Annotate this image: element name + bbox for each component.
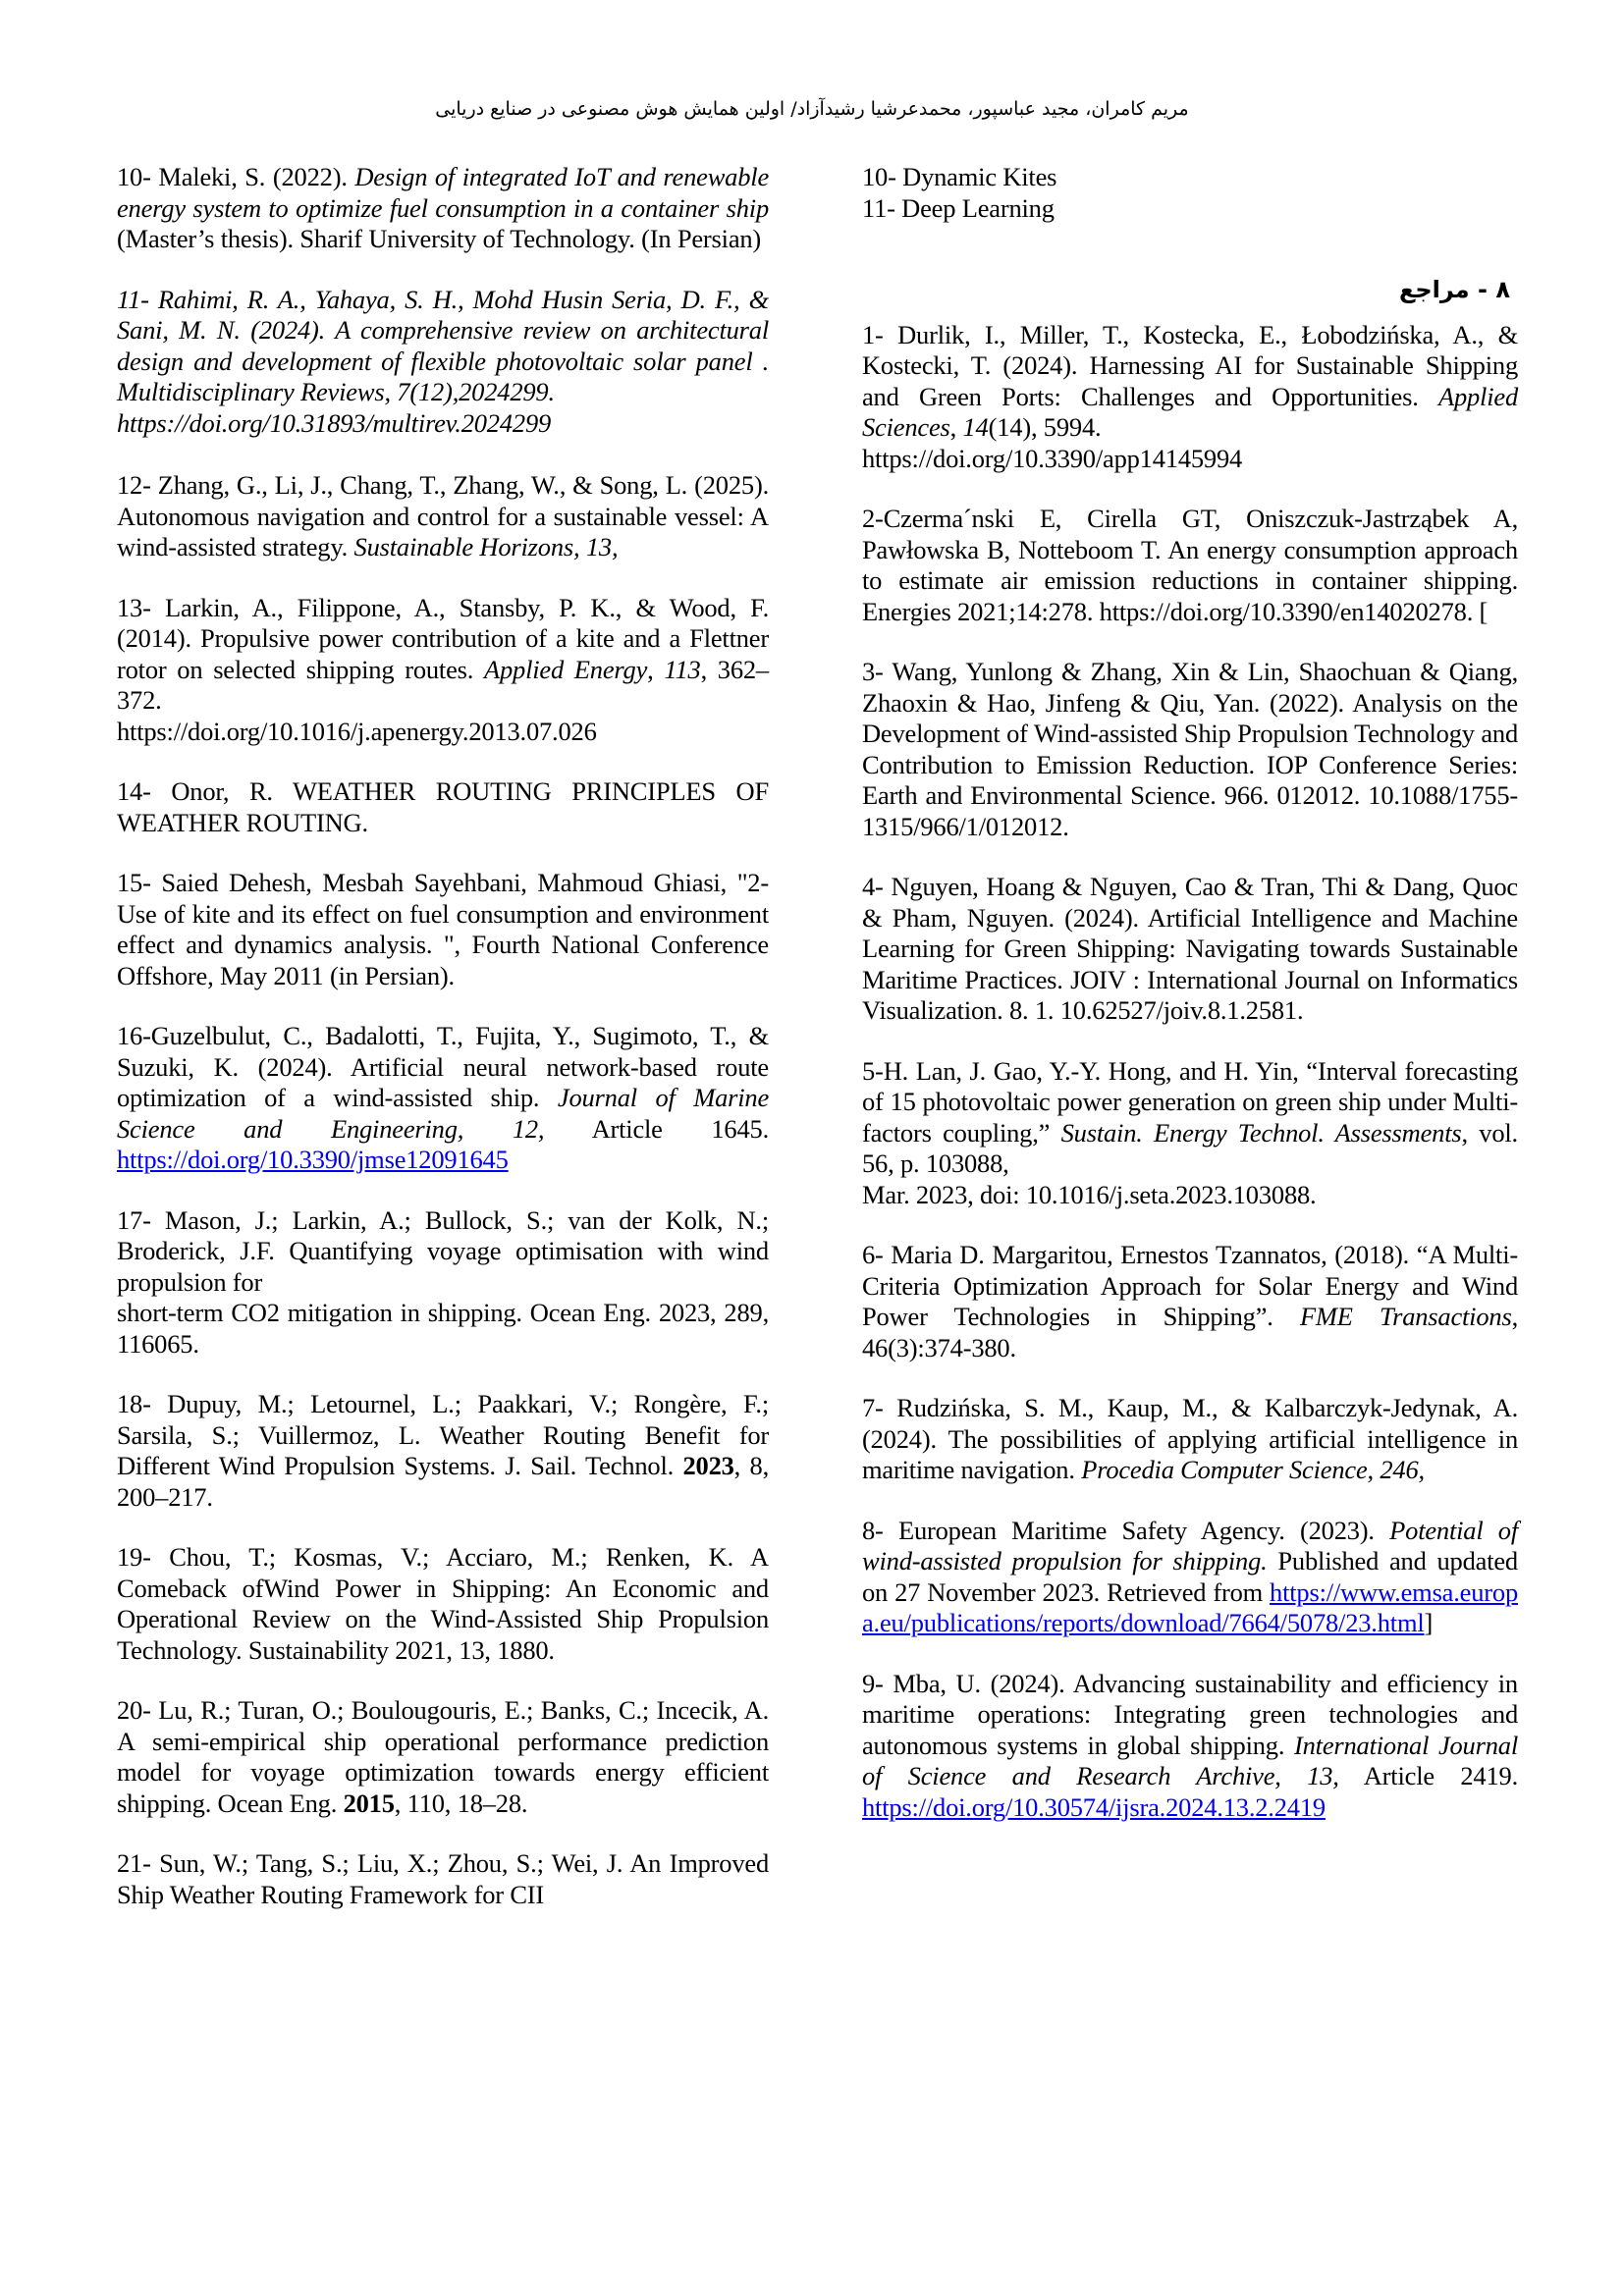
ref-text: Czerma´nski E, Cirella GT, Oniszczuk-Jastrząbek A, Pawłowska B, Notteboom T. An energy consumption approach to estimate air emission reductions in container shipping. Energies 2021;14:278. https://doi.org/10.3390/en14020278. [ bbox=[862, 504, 1518, 626]
reference-item bbox=[117, 1021, 769, 1176]
reference-item bbox=[862, 1669, 1518, 1824]
ref-journal: Sustain. Energy Technol. Assessments bbox=[1060, 1117, 1462, 1148]
ref-text: Zhang, G., Li, J., Chang, T., Zhang, W., & Song, L. (2025). Autonomous navigation and control for a sustainable vessel: A wind-assisted strategy. bbox=[117, 470, 769, 561]
ref-text-continued: short-term CO2 mitigation in shipping. Ocean Eng. 2023, 289, 116065. bbox=[117, 1298, 769, 1359]
ref-url-link[interactable]: https://www.emsa.europa.eu/publications/reports/download/7664/5078/23.html bbox=[862, 1576, 1518, 1637]
ref-rest: , 46(3):374-380. bbox=[862, 1302, 1518, 1362]
reference-item bbox=[862, 657, 1518, 842]
ref-journal: Applied Energy bbox=[483, 654, 648, 684]
ref-text: Sun, W.; Tang, S.; Liu, X.; Zhou, S.; Wei, J. An Improved Ship Weather Routing Framework for CII bbox=[117, 1848, 769, 1909]
ref-text: Wang, Yunlong & Zhang, Xin & Lin, Shaochuan & Qiang, Zhaoxin & Hao, Jinfeng & Qiu, Yan. (2022). Analysis on the Development of Wind-assisted Ship Propulsion Technology and Contribution to Emission Reduction. IOP Conference Series: Earth and Environmental Science. 966. 012012. 10.1088/1755-1315/966/1/012012. bbox=[862, 657, 1518, 841]
ref-title: Potential of wind-assisted propulsion for shipping. bbox=[862, 1515, 1518, 1575]
keywords-list bbox=[862, 162, 1518, 224]
ref-rest: Article 2419. bbox=[1338, 1761, 1519, 1790]
ref-number: 7- bbox=[862, 1393, 884, 1422]
ref-doi-link[interactable]: https://doi.org/10.30574/ijsra.2024.13.2.2419 bbox=[862, 1791, 1326, 1822]
ref-tail: ] bbox=[1424, 1608, 1434, 1637]
ref-issue-pages: (14), 5994. bbox=[988, 412, 1102, 442]
reference-item bbox=[862, 1393, 1518, 1486]
reference-item: 13- Larkin, A., Filippone, A., Stansby, P. K., & Wood, F. (2014). Propulsive power contribution of a kite and a Flettner rotor on selected shipping routes. Applied Energy, 113, 362–372. https://doi.org/10.1016/j.apenergy.2013.07.026 bbox=[117, 592, 769, 746]
ref-number: 15- bbox=[117, 868, 151, 897]
keyword-item: 10- Dynamic Kites bbox=[862, 162, 1057, 191]
ref-number: 6- bbox=[862, 1240, 884, 1269]
reference-item bbox=[117, 162, 769, 255]
ref-journal: Procedia Computer Science, 246, bbox=[1081, 1455, 1425, 1484]
reference-item bbox=[862, 872, 1518, 1027]
running-header: مریم کامران، مجید عباسپور، محمدعرشیا رشیدآزاد/ اولین همایش هوش مصنوعی در صنایع دریایی bbox=[435, 98, 1189, 120]
reference-item bbox=[117, 1848, 769, 1910]
ref-journal: International Journal of Science and Research Archive, 13, bbox=[862, 1730, 1518, 1790]
ref-number: 18- bbox=[117, 1389, 151, 1418]
ref-journal: Journal of Marine Science and Engineering, 12, bbox=[117, 1083, 770, 1144]
ref-number: 13- bbox=[117, 592, 151, 622]
left-column bbox=[117, 162, 769, 1940]
reference-item bbox=[862, 1516, 1518, 1639]
ref-volume: 14 bbox=[962, 412, 989, 442]
ref-pages: 362–372. bbox=[117, 654, 769, 715]
ref-title: Design of integrated IoT and renewable energy system to optimize fuel consumption in a container ship bbox=[117, 162, 770, 223]
ref-number: 5- bbox=[862, 1055, 884, 1086]
ref-number: 4- bbox=[862, 872, 884, 901]
ref-text: Lu, R.; Turan, O.; Boulougouris, E.; Banks, C.; Incecik, A. A semi-empirical ship operational performance prediction model for voyage optimization towards energy efficient shipping. Ocean Eng. bbox=[117, 1695, 769, 1818]
reference-item bbox=[117, 1695, 769, 1819]
reference-item bbox=[862, 504, 1518, 627]
ref-text: Rahimi, R. A., Yahaya, S. H., Mohd Husin Seria, D. F., & Sani, M. N. (2024). A comprehensive review on architectural design and development of flexible photovoltaic solar panel . Multidisciplinary Reviews, 7(12),2024299. bbox=[117, 284, 769, 406]
ref-text: Larkin, A., Filippone, A., Stansby, P. K., & Wood, F. (2014). Propulsive power contribution of a kite and a Flettner rotor on selected shipping routes. bbox=[117, 592, 769, 684]
ref-doi-link[interactable]: https://doi.org/10.3390/jmse12091645 bbox=[117, 1145, 509, 1174]
ref-number: 9- bbox=[862, 1668, 884, 1698]
ref-number: 2- bbox=[862, 504, 884, 533]
ref-number: 20- bbox=[117, 1695, 151, 1725]
ref-number: 3- bbox=[862, 657, 884, 686]
ref-rest: , 110, 18–28. bbox=[394, 1788, 528, 1818]
reference-item bbox=[117, 1389, 769, 1513]
ref-text: Rudzińska, S. M., Kaup, M., & Kalbarczyk-Jedynak, A. (2024). The possibilities of applying artificial intelligence in maritime navigation. bbox=[862, 1393, 1518, 1484]
ref-number: 10- bbox=[117, 162, 151, 191]
ref-number: 19- bbox=[117, 1542, 151, 1572]
ref-year: 2015 bbox=[343, 1788, 395, 1818]
ref-number: 17- bbox=[117, 1204, 151, 1235]
ref-text: Maria D. Margaritou, Ernestos Tzannatos, (2018). “A Multi-Criteria Optimization Approach for Solar Energy and Wind Power Technologies in Shipping”. bbox=[862, 1240, 1518, 1331]
ref-journal: Sustainable Horizons, 13, bbox=[353, 532, 619, 561]
ref-doi: https://doi.org/10.31893/multirev.2024299 bbox=[117, 407, 552, 438]
ref-text: Chou, T.; Kosmas, V.; Acciaro, M.; Renken, K. A Comeback ofWind Power in Shipping: An Economic and Operational Review on the Wind-Assisted Ship Propulsion Technology. Sustainability 2021, 13, 1880. bbox=[117, 1542, 769, 1665]
ref-rest-continued: Mar. 2023, doi: 10.1016/j.seta.2023.103088. bbox=[862, 1179, 1317, 1209]
ref-text: European Maritime Safety Agency. (2023). bbox=[883, 1515, 1390, 1545]
ref-author: Maleki, S. (2022). bbox=[150, 162, 355, 191]
ref-text: Nguyen, Hoang & Nguyen, Cao & Tran, Thi & Dang, Quoc & Pham, Nguyen. (2024). Artificial Intelligence and Machine Learning for Green Shipping: Navigating towards Sustainable Maritime Practices. JOIV : International Journal on Informatics Visualization. 8. 1. 10.62527/joiv.8.1.2581. bbox=[862, 872, 1518, 1025]
ref-volume: 113 bbox=[664, 654, 701, 684]
reference-item bbox=[117, 285, 769, 440]
ref-text: Mba, U. (2024). Advancing sustainability and efficiency in maritime operations: Integrating green technologies and autonomous systems in global shipping. bbox=[862, 1668, 1518, 1760]
right-column bbox=[862, 162, 1518, 1852]
ref-rest: (Master’s thesis). Sharif University of Technology. (In Persian) bbox=[117, 224, 762, 253]
ref-rest: , 8, 200–217. bbox=[117, 1451, 769, 1512]
ref-number: 11- bbox=[117, 284, 149, 314]
ref-year: 2023 bbox=[682, 1451, 734, 1480]
ref-doi: https://doi.org/10.1016/j.apenergy.2013.07.026 bbox=[117, 716, 597, 746]
reference-item bbox=[862, 1056, 1518, 1211]
ref-number: 16- bbox=[117, 1021, 151, 1050]
ref-journal: Applied Sciences bbox=[862, 381, 1518, 442]
ref-rest: Article 1645. bbox=[544, 1113, 770, 1144]
reference-item bbox=[117, 470, 769, 563]
ref-text: Durlik, I., Miller, T., Kostecka, E., Łobodzińska, A., & Kostecki, T. (2024). Harnessing AI for Sustainable Shipping and Green Ports: Challenges and Opportunities. bbox=[862, 319, 1518, 411]
ref-text: Guzelbulut, C., Badalotti, T., Fujita, Y., Sugimoto, T., & Suzuki, K. (2024). Artificial neural network-based route optimization of a wind-assisted ship. bbox=[117, 1021, 769, 1112]
ref-doi: https://doi.org/10.3390/app14145994 bbox=[862, 443, 1243, 473]
reference-item bbox=[862, 1240, 1518, 1363]
ref-text: Onor, R. WEATHER ROUTING PRINCIPLES OF WEATHER ROUTING. bbox=[117, 776, 769, 837]
ref-number: 14- bbox=[117, 776, 151, 806]
reference-item bbox=[117, 776, 769, 838]
ref-number: 21- bbox=[117, 1848, 151, 1878]
ref-rest: Published and updated on 27 November 2023. Retrieved from bbox=[862, 1546, 1518, 1607]
ref-text: Saied Dehesh, Mesbah Sayehbani, Mahmoud Ghiasi, "2-Use of kite and its effect on fuel consumption and environment effect and dynamics analysis. ", Fourth National Conference Offshore, May 2011 (in Persian). bbox=[117, 868, 769, 990]
ref-text: Dupuy, M.; Letournel, L.; Paakkari, V.; Rongère, F.; Sarsila, S.; Vuillermoz, L. Weather Routing Benefit for Different Wind Propulsion Systems. J. Sail. Technol. bbox=[117, 1389, 769, 1480]
ref-text: H. Lan, J. Gao, Y.-Y. Hong, and H. Yin, “Interval forecasting of 15 photovoltaic power generation on green ship under Multi-factors coupling,” bbox=[862, 1055, 1518, 1148]
ref-number: 12- bbox=[117, 470, 151, 500]
ref-number: 1- bbox=[862, 319, 884, 349]
reference-item: 1- Durlik, I., Miller, T., Kostecka, E., Łobodzińska, A., & Kostecki, T. (2024). Harnessing AI for Sustainable Shipping and Green Ports: Challenges and Opportunities. Applied Sciences, 14(14), 5994. https://doi.org/10.3390/app14145994 bbox=[862, 319, 1518, 473]
ref-rest: , vol. 56, p. 103088, bbox=[862, 1117, 1518, 1178]
reference-item bbox=[117, 1542, 769, 1666]
reference-item bbox=[117, 1205, 769, 1361]
section-heading-references: ۸ - مراجع bbox=[1398, 276, 1510, 303]
keyword-item: 11- Deep Learning bbox=[862, 192, 1055, 223]
ref-text: Mason, J.; Larkin, A.; Bullock, S.; van der Kolk, N.; Broderick, J.F. Quantifying voyage optimisation with wind propulsion for bbox=[117, 1204, 769, 1297]
ref-number: 8- bbox=[862, 1515, 884, 1545]
ref-journal: FME Transactions bbox=[1299, 1302, 1512, 1331]
reference-item bbox=[117, 868, 769, 991]
